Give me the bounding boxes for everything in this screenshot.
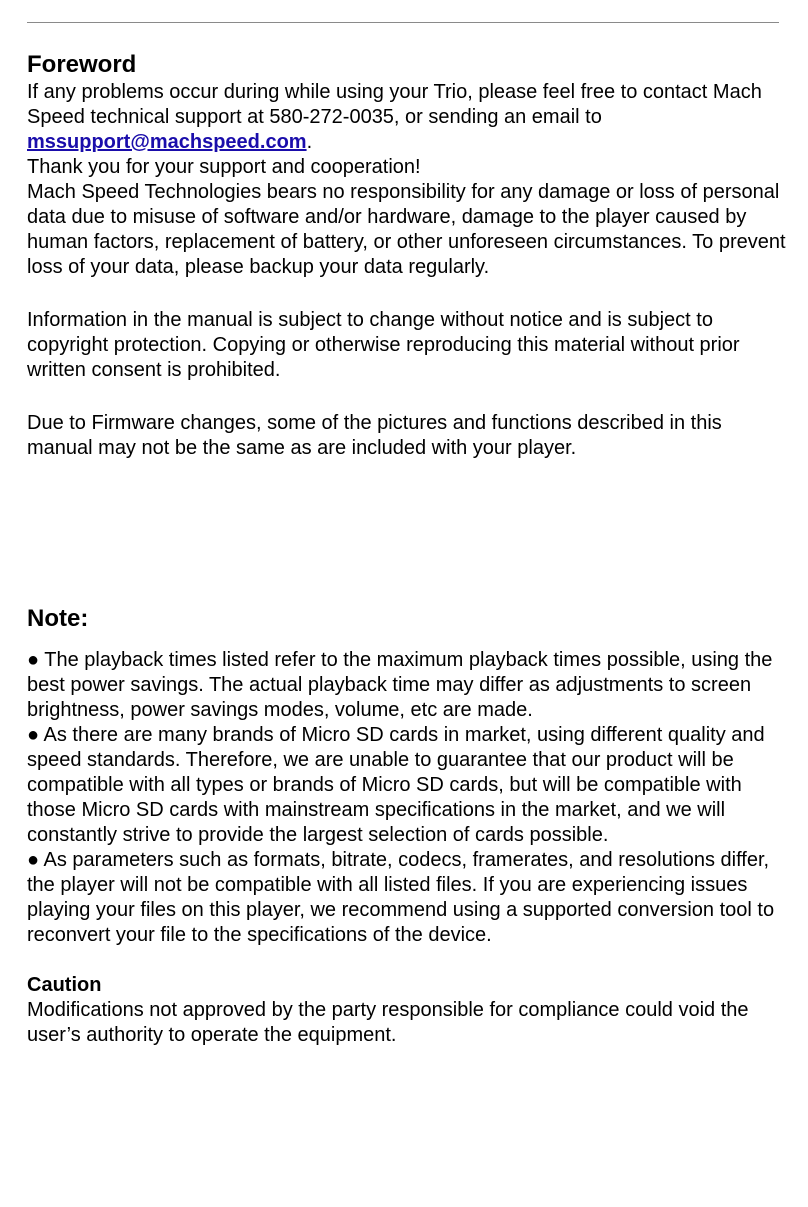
spacer (27, 461, 787, 604)
contact-text: If any problems occur during while using your Trio, please feel free to contact Mach Speed technical support at 580-272-0035, or sending an email to (27, 81, 762, 128)
note-item-file-compatibility: ● As parameters such as formats, bitrate, codecs, framerates, and resolutions differ, the player will not be compatible with all listed files. If you are experiencing issues playing your files on this player, we recommend using a supported conversion tool to reconvert your file to the specifications of the device. (27, 849, 775, 946)
caution-heading: Caution (27, 974, 102, 996)
spacer (27, 634, 787, 648)
copyright-paragraph: Information in the manual is subject to change without notice and is subject to copyright protection. Copying or otherwise reproducing this material without prior written consent is prohibited. (27, 309, 740, 381)
caution-paragraph: Modifications not approved by the party responsible for compliance could void the user’s authority to operate the equipment. (27, 999, 749, 1046)
thanks-paragraph: Thank you for your support and cooperation! (27, 156, 421, 178)
note-item-playback: ● The playback times listed refer to the maximum playback times possible, using the best power savings. The actual playback time may differ as adjustments to screen brightness, power savings modes, volume, etc are made. (27, 649, 773, 721)
header-divider (27, 22, 779, 23)
note-heading: Note: (27, 605, 89, 632)
contact-paragraph (27, 80, 787, 155)
manual-page (27, 50, 787, 1048)
foreword-heading: Foreword (27, 51, 137, 78)
spacer (27, 280, 787, 308)
firmware-paragraph: Due to Firmware changes, some of the pictures and functions described in this manual may not be the same as are included with your player. (27, 412, 722, 459)
note-item-sd-cards: ● As there are many brands of Micro SD cards in market, using different quality and speed standards. Therefore, we are unable to guarantee that our product will be compatible with all types or brands of Micro SD cards, but will be compatible with those Micro SD cards with mainstream specifications in the market, and we will constantly strive to provide the largest selection of cards possible. (27, 724, 765, 846)
spacer (27, 948, 787, 973)
contact-period: . (306, 131, 313, 153)
spacer (27, 383, 787, 411)
disclaimer-paragraph: Mach Speed Technologies bears no responsibility for any damage or loss of personal data due to misuse of software and/or hardware, damage to the player caused by human factors, replacement of battery, or other unforeseen circumstances. To prevent loss of your data, please backup your data regularly. (27, 181, 786, 278)
support-email-link[interactable]: mssupport@machspeed.com (27, 131, 307, 153)
